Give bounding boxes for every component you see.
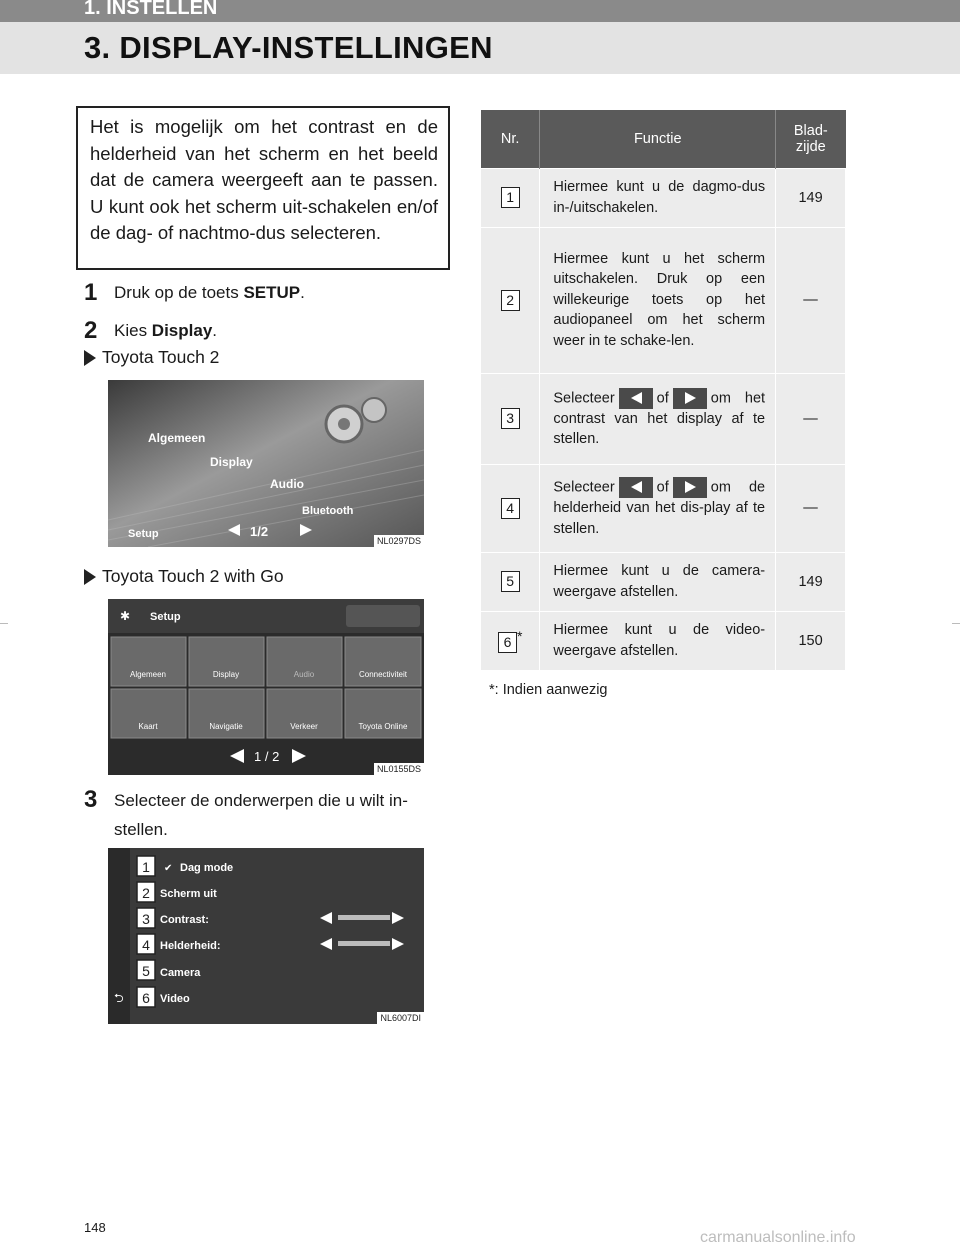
table-row [481,227,846,373]
row-page: — [776,464,846,552]
table-row [481,552,846,611]
triangle-bullet-icon [84,350,96,366]
pager-label: 1 / 2 [254,749,280,764]
screenshot-display-menu [108,848,424,1024]
step-number: 3 [84,786,98,813]
right-arrow-icon [673,388,707,409]
crop-mark [952,623,960,624]
step-text: Druk op de toets SETUP. [114,283,305,302]
screenshot-touch2-go [108,599,424,775]
step-text: Selecteer de onderwerpen die u wilt in- stellen. [114,791,408,839]
tile-navigatie: Navigatie [209,722,243,731]
touch2-go-screen-image [108,599,424,775]
callout-1: 1 [142,859,150,875]
setup-label: Setup [128,528,159,540]
menu-item-display: Display [210,455,253,469]
svg-text:✔: ✔ [164,863,173,874]
menu-item-bluetooth: Bluetooth [302,505,354,517]
display-menu-image [108,848,424,1024]
tile-kaart: Kaart [138,722,158,731]
callout-6: 6 [142,990,150,1006]
tile-audio: Audio [293,670,315,679]
row-number-box: 6 [498,632,517,653]
row-page: 149 [776,552,846,611]
step-number: 2 [84,317,98,344]
optional-star: * [516,628,523,645]
section-tab: 1. INSTELLEN [0,0,960,22]
table-row [481,611,846,670]
table-footnote: *: Indien aanwezig [489,682,608,698]
row-contrast: Contrast: [160,914,209,926]
row-video: Video [160,993,190,1005]
row-number-box: 1 [501,187,520,208]
watermark: carmanualsonline.info [700,1229,856,1246]
header-function: Functie [540,110,776,168]
callout-5: 5 [142,963,150,979]
step-text: Kies Display. [114,321,218,340]
row-description: Selecteer of om het contrast van het display af te stellen. [540,373,776,464]
left-arrow-icon [619,388,653,409]
row-description: Hiermee kunt u de dagmo-dus in-/uitschakelen. [540,168,776,227]
row-description: Hiermee kunt u de video-weergave afstellen. [540,611,776,670]
tile-display: Display [212,670,240,679]
image-code: NL0155DS [374,763,424,775]
row-page: — [776,373,846,464]
variant-heading-1: Toyota Touch 2 [84,347,219,368]
page-title: 3. DISPLAY-INSTELLINGEN [84,30,493,65]
tile-connectiviteit: Connectiviteit [358,670,408,679]
step-3 [84,786,408,844]
row-helderheid: Helderheid: [160,940,221,952]
table-row [481,464,846,552]
image-code: NL6007DI [377,1012,424,1024]
left-arrow-icon [619,477,653,498]
table-row [481,168,846,227]
row-number-box: 2 [501,290,520,311]
header-page: Blad- zijde [776,110,846,168]
callout-2: 2 [142,885,150,901]
row-number-box: 5 [501,571,520,592]
row-camera: Camera [160,967,201,979]
menu-item-audio: Audio [270,477,304,491]
tile-verkeer: Verkeer [290,722,318,731]
page-number: 148 [84,1220,106,1235]
screenshot-touch2 [108,380,424,547]
row-description: Selecteer of om de helderheid van het dis-play af te stellen. [540,464,776,552]
image-code: NL0297DS [374,535,424,547]
tile-toyota-online: Toyota Online [358,722,408,731]
setup-key-label: SETUP [243,283,301,302]
row-page: 149 [776,168,846,227]
header-nr: Nr. [481,110,540,168]
crop-mark [0,623,8,624]
right-arrow-icon [673,477,707,498]
callout-4: 4 [142,937,150,953]
function-table [481,110,846,670]
pager-label: 1/2 [250,524,269,539]
back-icon: ⮌ [114,991,124,1005]
row-dag-mode: Dag mode [180,862,234,874]
step-2 [84,317,218,344]
step-1 [84,279,305,306]
table-header-row [481,110,846,168]
row-number-box: 3 [501,408,520,429]
row-number-box: 4 [501,498,520,519]
row-description: Hiermee kunt u het scherm uitschakelen. Druk op een willekeurige toets op het audiopaneel om het scherm weer in te schake-len. [540,227,776,373]
menu-item-algemeen: Algemeen [148,431,206,445]
row-description: Hiermee kunt u de camera-weergave afstellen. [540,552,776,611]
setup-title: Setup [150,611,181,623]
row-page: — [776,227,846,373]
table-row [481,373,846,464]
tile-algemeen: Algemeen [129,670,167,679]
intro-box: Het is mogelijk om het contrast en de helderheid van het scherm en het beeld dat de camera weergeeft aan te passen. U kunt ook het scherm uit-schakelen en/of de dag- of nachtmo-dus selecteren. [76,106,450,270]
display-option-label: Display [151,321,213,340]
row-scherm-uit: Scherm uit [160,888,217,900]
touch2-screen-image [108,380,424,547]
svg-text:✱: ✱ [120,609,131,623]
callout-3: 3 [142,911,150,927]
step-number: 1 [84,279,98,306]
variant-heading-2: Toyota Touch 2 with Go [84,566,284,587]
row-page: 150 [776,611,846,670]
triangle-bullet-icon [84,569,96,585]
